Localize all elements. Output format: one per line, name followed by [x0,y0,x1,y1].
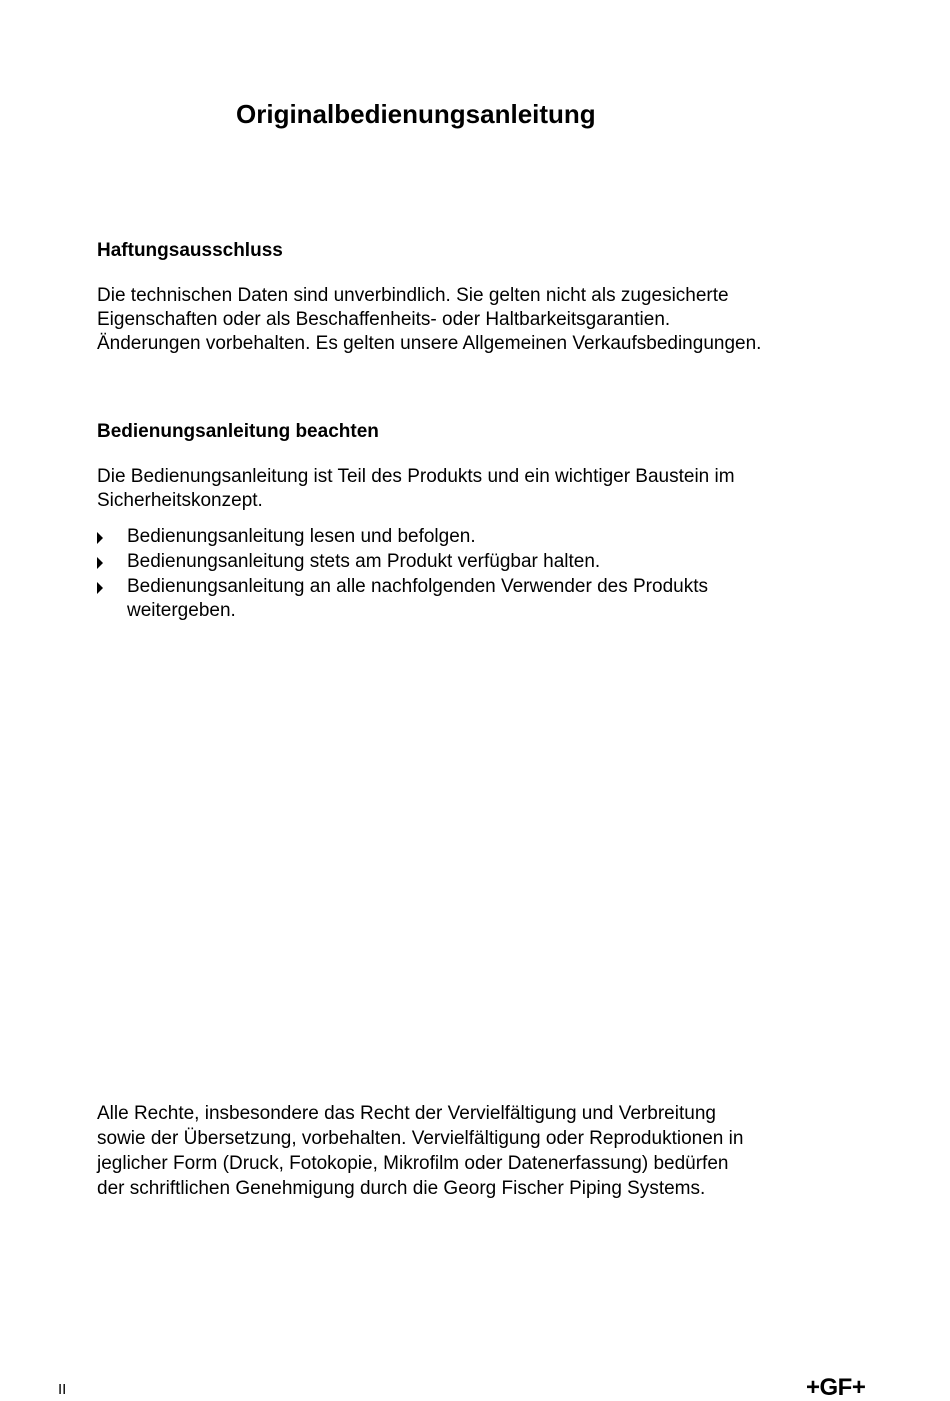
disclaimer-heading: Haftungsausschluss [97,240,283,261]
list-item [97,550,777,574]
disclaimer-section [97,239,857,356]
instructions-line: Sicherheitskonzept. [97,490,263,511]
instructions-section [97,420,857,624]
rights-line: Alle Rechte, insbesondere das Recht der Vervielfältigung und Verbreitung [97,1103,716,1124]
bullet-arrow-icon [97,582,103,594]
bullet-text: Bedienungsanleitung stets am Produkt verfügbar halten. [127,551,601,572]
rights-line: jeglicher Form (Druck, Fotokopie, Mikrofilm oder Datenerfassung) bedürfen [97,1153,729,1174]
bullet-text: Bedienungsanleitung an alle nachfolgenden Verwender des Produkts weitergeben. [127,576,708,621]
instructions-heading: Bedienungsanleitung beachten [97,421,379,442]
bullet-text: Bedienungsanleitung lesen und befolgen. [127,526,476,547]
instructions-bullet-list [97,525,777,623]
disclaimer-text [97,284,857,356]
rights-line: sowie der Übersetzung, vorbehalten. Vervielfältigung oder Reproduktionen in [97,1128,744,1149]
disclaimer-line: Die technischen Daten sind unverbindlich. Sie gelten nicht als zugesicherte [97,285,729,306]
instructions-line: Die Bedienungsanleitung ist Teil des Produkts und ein wichtiger Baustein im [97,466,735,487]
list-item [97,525,777,549]
list-item [97,575,777,623]
rights-notice [97,1101,877,1201]
rights-line: der schriftlichen Genehmigung durch die Georg Fischer Piping Systems. [97,1178,706,1199]
gf-logo: +GF+ [806,1374,866,1401]
page-title: Originalbedienungsanleitung [236,99,596,129]
page-number: II [58,1381,67,1398]
bullet-arrow-icon [97,532,103,544]
disclaimer-line: Eigenschaften oder als Beschaffenheits- oder Haltbarkeitsgarantien. [97,309,671,330]
bullet-arrow-icon [97,557,103,569]
disclaimer-line: Änderungen vorbehalten. Es gelten unsere Allgemeinen Verkaufsbedingungen. [97,333,762,354]
instructions-text [97,465,857,513]
